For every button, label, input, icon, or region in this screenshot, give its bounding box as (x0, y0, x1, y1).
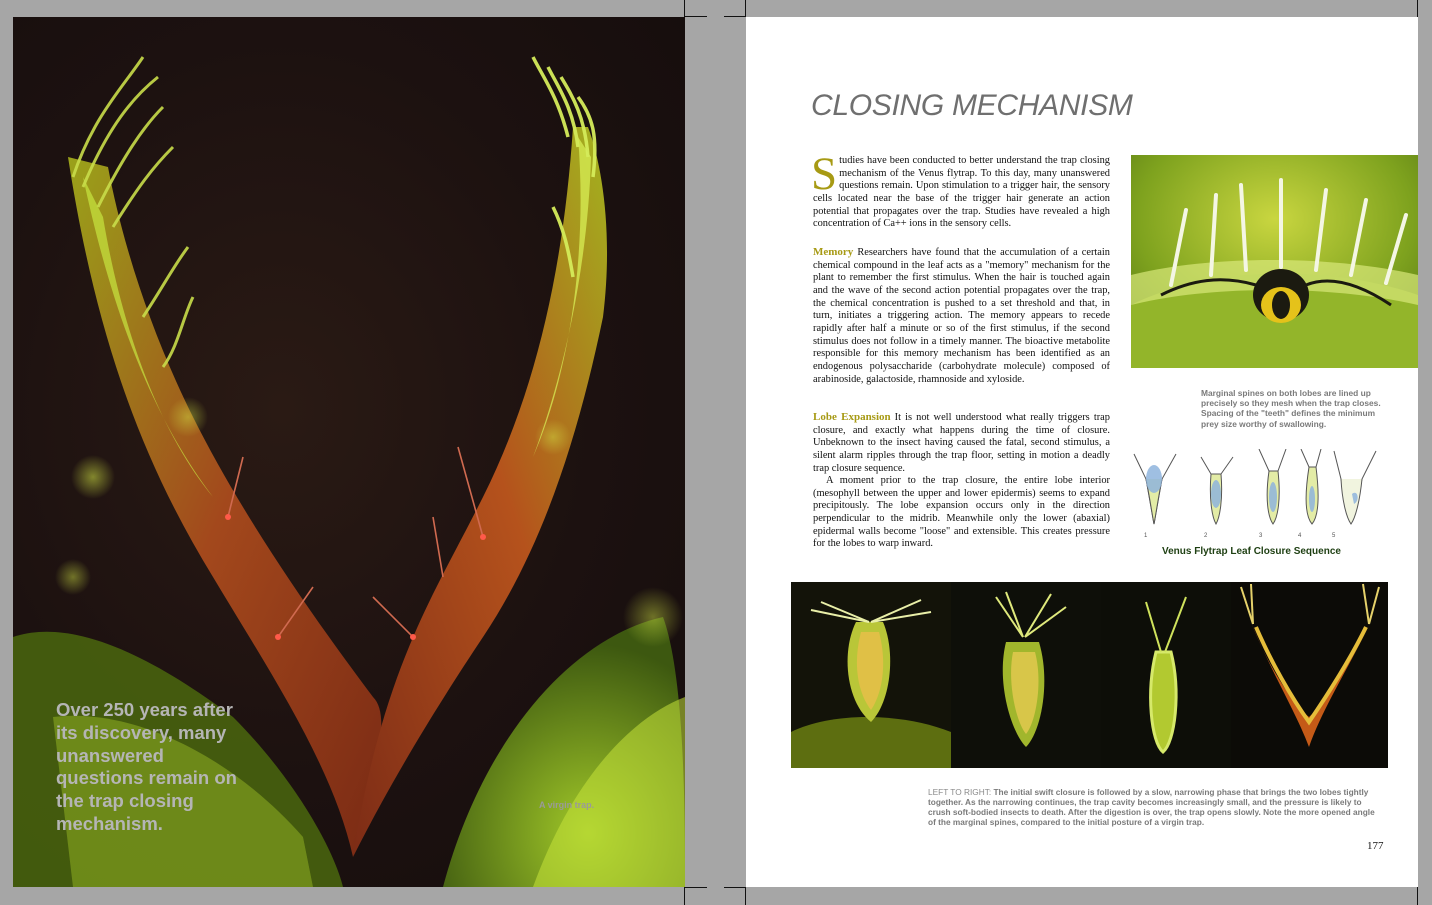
memory-heading: Memory (813, 246, 854, 258)
intro-paragraph (811, 148, 1110, 231)
memory-text: Researchers have found that the accumulation of a certain chemical compound in the leaf acts as a "memory" mechanism for the plant to remember the first stimulus. When the hair is touched again and the wave of the second action potential propagates over the trap, the chemical concentration is pushed to a set threshold and that, in turn, initiates a triggering action. The memory appears to recede rapidly after half a minute or so of the first stimulus, if the second stimulus does not follow in a timely manner. The bioactive metabolite responsible for this memory mechanism has been identified as an endogenous polysaccharide (carbohydrate molecule) composed of arabinoside, galactoside, rhamnoside and xyloside. (813, 247, 1110, 385)
closure-photo-1 (791, 582, 951, 768)
diagram-number: 1 (1144, 533, 1148, 539)
drop-cap: S (811, 148, 838, 200)
lobe-expansion-paragraph-2: A moment prior to the trap closure, the entire lobe interior (mesophyll between the upper and lower epidermis) seems to expand precipitously. The lobe expansion occurs only in the direction perpendicular to the midrib. Meanwhile only the lower (abaxial) epidermal walls become "loose" and extensible. This creates pressure for the lobes to warp inward. (813, 475, 1110, 550)
crop-mark (745, 887, 746, 905)
leaf-closure-diagram (1126, 449, 1416, 539)
sequence-caption (928, 787, 1376, 827)
closure-photo-2 (951, 582, 1101, 768)
marginal-spines-caption: Marginal spines on both lobes are lined up precisely so they mesh when the trap closes. Spacing of the "teeth" defines the minimum prey size worthy of swallowing. (1201, 388, 1381, 429)
lobe-expansion-heading: Lobe Expansion (813, 411, 891, 423)
diagram-number: 5 (1332, 533, 1336, 539)
crop-mark (745, 0, 746, 17)
crop-mark (1417, 0, 1418, 17)
crop-mark (684, 887, 685, 905)
caption-text: The initial swift closure is followed by a slow, narrowing phase that brings the two lobes tightly together. As the narrowing continues, the trap cavity becomes increasingly small, and the pressure is likely to crush soft-bodied insects to death. After the digestion is over, the trap opens slowly. Note the more opened angle of the marginal spines, compared to the initial posture of a virgin trap. (928, 787, 1375, 828)
crop-mark (1417, 887, 1418, 905)
wasp-in-trap-photo (1131, 155, 1418, 368)
lobe-expansion-paragraph (813, 411, 1110, 475)
intro-text: tudies have been conducted to better understand the trap closing mechanism of the Venus flytrap. To this day, many unanswered questions remain. Upon stimulation to a trigger hair, the sensory cells located near the base of the trigger hair generate an action potential that propagates over the trap. Studies have revealed a high concentration of Ca++ ions in the sensory cells. (813, 155, 1110, 230)
caption-lead: LEFT TO RIGHT: (928, 787, 992, 797)
diagram-number: 3 (1259, 533, 1263, 539)
diagram-title: Venus Flytrap Leaf Closure Sequence (1162, 546, 1341, 557)
memory-paragraph (813, 246, 1110, 386)
closure-photo-3 (1101, 582, 1231, 768)
crop-mark (724, 887, 746, 888)
closure-photo-4 (1231, 582, 1388, 768)
crop-mark (724, 16, 746, 17)
crop-mark (685, 16, 707, 17)
diagram-number: 2 (1204, 533, 1208, 539)
closure-sequence-photos (791, 582, 1388, 768)
left-page (13, 17, 685, 887)
page-title: CLOSING MECHANISM (811, 89, 1133, 122)
photo-label: A virgin trap. (539, 800, 595, 810)
right-page (746, 17, 1418, 887)
diagram-number: 4 (1298, 533, 1302, 539)
page-number: 177 (1367, 840, 1384, 852)
lobe-expansion-text: It is not well understood what really triggers trap closure, and exactly what happens during the time of closure. Unbeknown to the insect having caused the fatal, second stimulus, a silent alarm ripples through the trap floor, setting in motion a deadly trap closure sequence. (813, 412, 1110, 474)
left-page-caption: Over 250 years after its discovery, many unanswered questions remain on the trap closing mechanism. (56, 699, 237, 834)
crop-mark (685, 887, 707, 888)
crop-mark (684, 0, 685, 17)
